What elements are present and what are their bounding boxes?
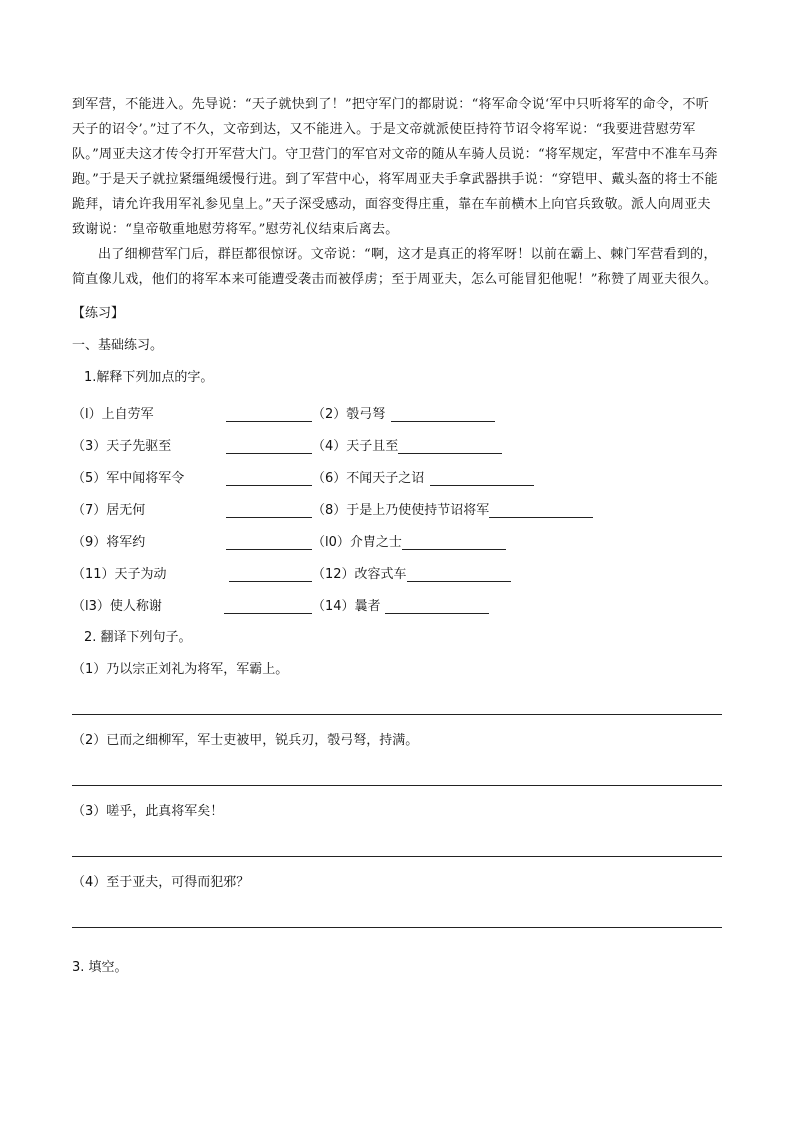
translation-question: （4）至于亚夫，可得而犯邪？ <box>72 875 250 890</box>
item-number: （11） <box>72 567 115 582</box>
answer-blank[interactable] <box>229 565 312 582</box>
answer-blank[interactable] <box>489 501 593 518</box>
explain-row <box>72 550 722 582</box>
explain-row <box>72 518 722 550</box>
section-basic-practice: 一、基础练习。 <box>72 338 164 353</box>
answer-blank[interactable] <box>226 501 312 518</box>
explain-row <box>72 422 722 454</box>
explain-row <box>72 454 722 486</box>
item-number: （4） <box>312 439 347 454</box>
translation-question: （2）已而之细柳军，军士吏被甲，锐兵刃，彀弓弩，持满。 <box>72 733 419 748</box>
item-text: 军中闻将军令 <box>106 471 185 486</box>
item-text: 曩者 <box>354 599 381 614</box>
exercise-header: 【练习】 <box>72 306 125 321</box>
translation-question: （1）乃以宗正刘礼为将军，军霸上。 <box>72 662 289 677</box>
answer-blank[interactable] <box>398 437 502 454</box>
explain-row <box>72 486 722 518</box>
translation-list <box>72 660 722 928</box>
question-3-title: 3. 填空。 <box>72 960 128 975</box>
item-number: （14） <box>312 599 355 614</box>
item-number: （12） <box>312 567 355 582</box>
answer-blank[interactable] <box>226 533 312 550</box>
item-text: 天子为动 <box>114 567 167 582</box>
answer-line[interactable] <box>72 698 722 715</box>
story-paragraph-2: 出了细柳营军门后，群臣都很惊讶。文帝说：“啊，这才是真正的将军呀！以前在霸上、棘门军营看到的，简直像儿戏，他们的将军本来可能遭受袭击而被俘虏；至于周亚夫，怎么可能冒犯他呢！”称赞了周亚夫很久。 <box>72 247 718 287</box>
item-number: （8） <box>312 503 347 518</box>
answer-blank[interactable] <box>391 405 495 422</box>
item-number: （l3） <box>72 599 110 614</box>
item-text: 天子且至 <box>346 439 399 454</box>
item-number: （3） <box>72 439 107 454</box>
item-text: 将军约 <box>106 535 146 550</box>
item-number: （l） <box>72 407 102 422</box>
answer-line[interactable] <box>72 840 722 857</box>
answer-blank[interactable] <box>407 565 511 582</box>
answer-blank[interactable] <box>226 405 312 422</box>
answer-blank[interactable] <box>226 437 312 454</box>
question-1-title: 1.解释下列加点的字。 <box>84 370 214 385</box>
explain-items <box>72 390 722 614</box>
translation-question: （3）嗟乎，此真将军矣！ <box>72 804 224 819</box>
explain-row <box>72 582 722 614</box>
answer-blank[interactable] <box>430 469 534 486</box>
item-number: （6） <box>312 471 347 486</box>
item-text: 于是上乃使使持节诏将军 <box>346 503 490 518</box>
item-text: 居无何 <box>106 503 146 518</box>
answer-blank[interactable] <box>224 597 312 614</box>
answer-line[interactable] <box>72 769 722 786</box>
item-text: 天子先驱至 <box>106 439 172 454</box>
item-number: （7） <box>72 503 107 518</box>
item-number: （2） <box>312 407 347 422</box>
explain-row <box>72 390 722 422</box>
item-number: （5） <box>72 471 107 486</box>
story-paragraph-1: 到军营，不能进入。先导说：“天子就快到了！”把守军门的都尉说：“将军命令说‘军中只听将军的命令，不听天子的诏令’。”过了不久，文帝到达，又不能进入。于是文帝就派使臣持符节诏令将军说：“我要进营慰劳军队。”周亚夫这才传令打开军营大门。守卫营门的军官对文帝的随从车骑人员说：“将军规定，军营中不准车马奔跑。”于是天子就拉紧缰绳缓慢行进。到了军营中心，将军周亚夫手拿武器拱手说：“穿铠甲、戴头盔的将士不能跪拜，请允许我用军礼参见皇上。”天子深受感动，面容变得庄重，靠在车前横木上向官兵致敬。派人向周亚夫致谢说：“皇帝敬重地慰劳将军。”慰劳礼仪结束后离去。 <box>72 97 718 237</box>
question-2-title: 2. 翻译下列句子。 <box>84 630 192 645</box>
item-text: 介胄之士 <box>349 535 402 550</box>
answer-blank[interactable] <box>226 469 312 486</box>
item-text: 改容式车 <box>354 567 407 582</box>
item-number: （l0） <box>312 535 350 550</box>
answer-blank[interactable] <box>402 533 506 550</box>
item-number: （9） <box>72 535 107 550</box>
item-text: 不闻天子之诏 <box>346 471 425 486</box>
item-text: 使人称谢 <box>109 599 162 614</box>
item-text: 彀弓弩 <box>346 407 386 422</box>
item-text: 上自劳军 <box>101 407 154 422</box>
document-page <box>72 92 722 988</box>
answer-line[interactable] <box>72 911 722 928</box>
answer-blank[interactable] <box>385 597 489 614</box>
